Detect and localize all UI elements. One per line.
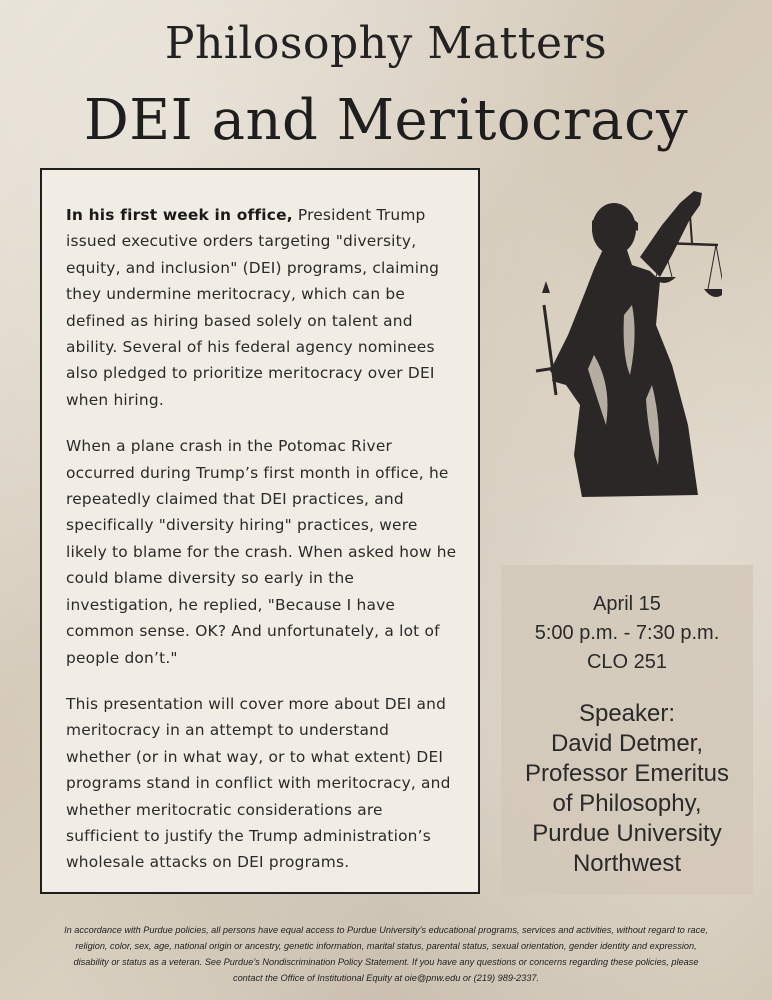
- footer-line: religion, color, sex, age, national origin or ancestry, genetic information, marital status, parental status, sexual orientation, gender identity and expression,: [75, 941, 697, 951]
- event-date: April 15: [593, 593, 661, 615]
- paragraph-presentation: This presentation will cover more about DEI and meritocracy in an attempt to understand whether (or in what way, or to what extent) DEI programs stand in conflict with meritocracy, and whether meritocratic considerations are sufficient to justify the Trump administration’s wholesale attacks on DEI programs.: [66, 694, 451, 872]
- event-info-panel: [501, 565, 753, 895]
- footer-line: In accordance with Purdue policies, all persons have equal access to Purdue University’s educational programs, services and activities, without regard to race,: [64, 925, 708, 935]
- speaker-name: David Detmer,: [550, 730, 704, 757]
- speaker-org-2: Northwest: [572, 850, 682, 877]
- lady-justice-icon: [522, 185, 722, 505]
- paragraph-intro: [66, 202, 458, 413]
- intro-lead: In his first week in office,: [66, 206, 293, 224]
- series-title: Philosophy Matters: [164, 18, 608, 69]
- footer-line: disability or status as a veteran. See Purdue’s Nondiscrimination Policy Statement. If you have any questions or concerns regarding these policies, please: [73, 957, 699, 967]
- speaker-label: Speaker:: [578, 700, 676, 727]
- nondiscrimination-footer: [0, 922, 772, 986]
- speaker-title-2: of Philosophy,: [552, 790, 702, 817]
- event-title: DEI and Meritocracy: [83, 88, 689, 153]
- event-details: [501, 590, 753, 677]
- intro-text: President Trump issued executive orders targeting "diversity, equity, and inclusion" (DEI) programs, claiming they undermine meritocracy, which can be defined as hiring based solely on talent and ability. Several of his federal agency nominees also pledged to prioritize meritocracy over DEI when hiring.: [66, 206, 440, 409]
- speaker-title-1: Professor Emeritus: [524, 760, 730, 787]
- event-room: CLO 251: [586, 651, 668, 673]
- event-time: 5:00 p.m. - 7:30 p.m.: [534, 622, 720, 644]
- description-box: [40, 168, 480, 894]
- paragraph-plane-crash: When a plane crash in the Potomac River occurred during Trump’s first month in office, he repeatedly claimed that DEI practices, and specifically "diversity hiring" practices, were likely to blame for the crash. When asked how he could blame diversity so early in the investigation, he replied, "Because I have common sense. OK? And unfortunately, a lot of people don’t.": [66, 437, 457, 667]
- speaker-details: [501, 699, 753, 879]
- footer-line: contact the Office of Institutional Equity at oie@pnw.edu or (219) 989-2337.: [232, 973, 540, 983]
- speaker-org-1: Purdue University: [532, 820, 722, 847]
